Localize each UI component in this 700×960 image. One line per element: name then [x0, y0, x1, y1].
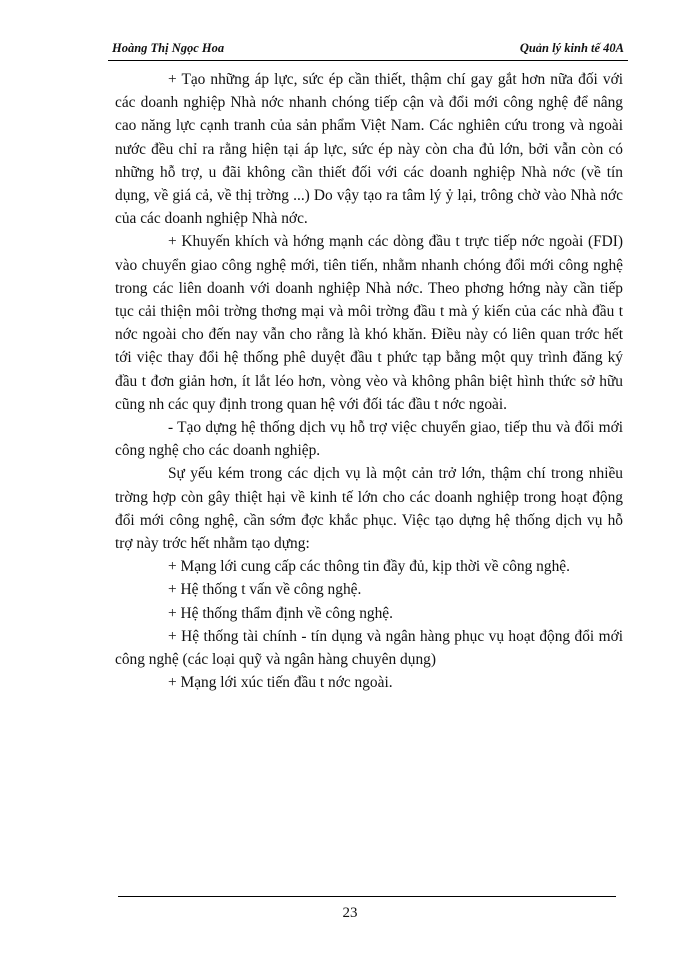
page-header: [108, 38, 628, 61]
paragraph-weakness: Sự yếu kém trong các dịch vụ là một cản trở lớn, thậm chí trong nhiều trờng hợp còn gây thiệt hại về kinh tế lớn cho các doanh nghiệp trong hoạt động đổi mới công nghệ, cần sớm đợc khắc phục. Việc tạo dựng hệ thống dịch vụ hỗ trợ này trớc hết nhằm tạo dựng:: [115, 465, 623, 553]
footer-divider: [118, 896, 616, 897]
paragraph-support-system: - Tạo dựng hệ thống dịch vụ hỗ trợ việc chuyển giao, tiếp thu và đổi mới công nghệ cho các doanh nghiệp.: [115, 419, 623, 460]
header-author: Hoàng Thị Ngọc Hoa: [112, 41, 225, 55]
list-item-finance: + Hệ thống tài chính - tín dụng và ngân hàng phục vụ hoạt động đổi mới công nghệ (các loại quỹ và ngân hàng chuyên dụng): [115, 627, 623, 669]
list-item-info-network: + Mạng lới cung cấp các thông tin đầy đủ, kịp thời về công nghệ.: [168, 558, 570, 576]
list-item-investment-promotion: + Mạng lới xúc tiến đầu t nớc ngoài.: [168, 674, 393, 692]
paragraph-fdi: + Khuyến khích và hớng mạnh các dòng đầu t trực tiếp nớc ngoài (FDI) vào chuyển giao công nghệ mới, tiên tiến, nhằm nhanh chóng đổi mới công nghệ trong các liên doanh với doanh nghiệp Nhà nớc. Theo phơng hớng này cần tiếp tục cải thiện môi trờng thơng mại và môi trờng đầu t mà ý kiến của các nhà đầu t nớc ngoài cho đến nay vẫn cho rằng là khó khăn. Điều này có liên quan trớc hết tới việc thay đổi hệ thống phê duyệt đầu t phức tạp bằng một quy trình đăng ký đầu t đơn giản hơn, ít lắt léo hơn, vòng vèo và không phân biệt hình thức sở hữu cũng nh các quy định trong quan hệ với đối tác đầu t nớc ngoài.: [115, 233, 623, 413]
page-number: 23: [342, 905, 358, 921]
list-item-appraisal: + Hệ thống thẩm định về công nghệ.: [168, 604, 393, 622]
document-body: [115, 68, 623, 694]
paragraph-pressure: + Tạo những áp lực, sức ép cần thiết, thậm chí gay gắt hơn nữa đối với các doanh nghiệp Nhà nớc nhanh chóng tiếp cận và đổi mới công nghệ để nâng cao năng lực cạnh tranh của sản phẩm Việt Nam. Các nghiên cứu trong và ngoài nước đều chỉ ra rằng hiện tại áp lực, sức ép này còn cha đủ lớn, bởi vẫn còn có những hỗ trợ, u đãi không cần thiết đối với các doanh nghiệp Nhà nớc (về tín dụng, về giá cả, về thị trờng ...) Do vậy tạo ra tâm lý ỷ lại, trông chờ vào Nhà nớc của các doanh nghiệp Nhà nớc.: [115, 71, 623, 228]
list-item-consulting: + Hệ thống t vấn về công nghệ.: [168, 581, 362, 599]
header-course: Quản lý kinh tế 40A: [519, 41, 624, 55]
